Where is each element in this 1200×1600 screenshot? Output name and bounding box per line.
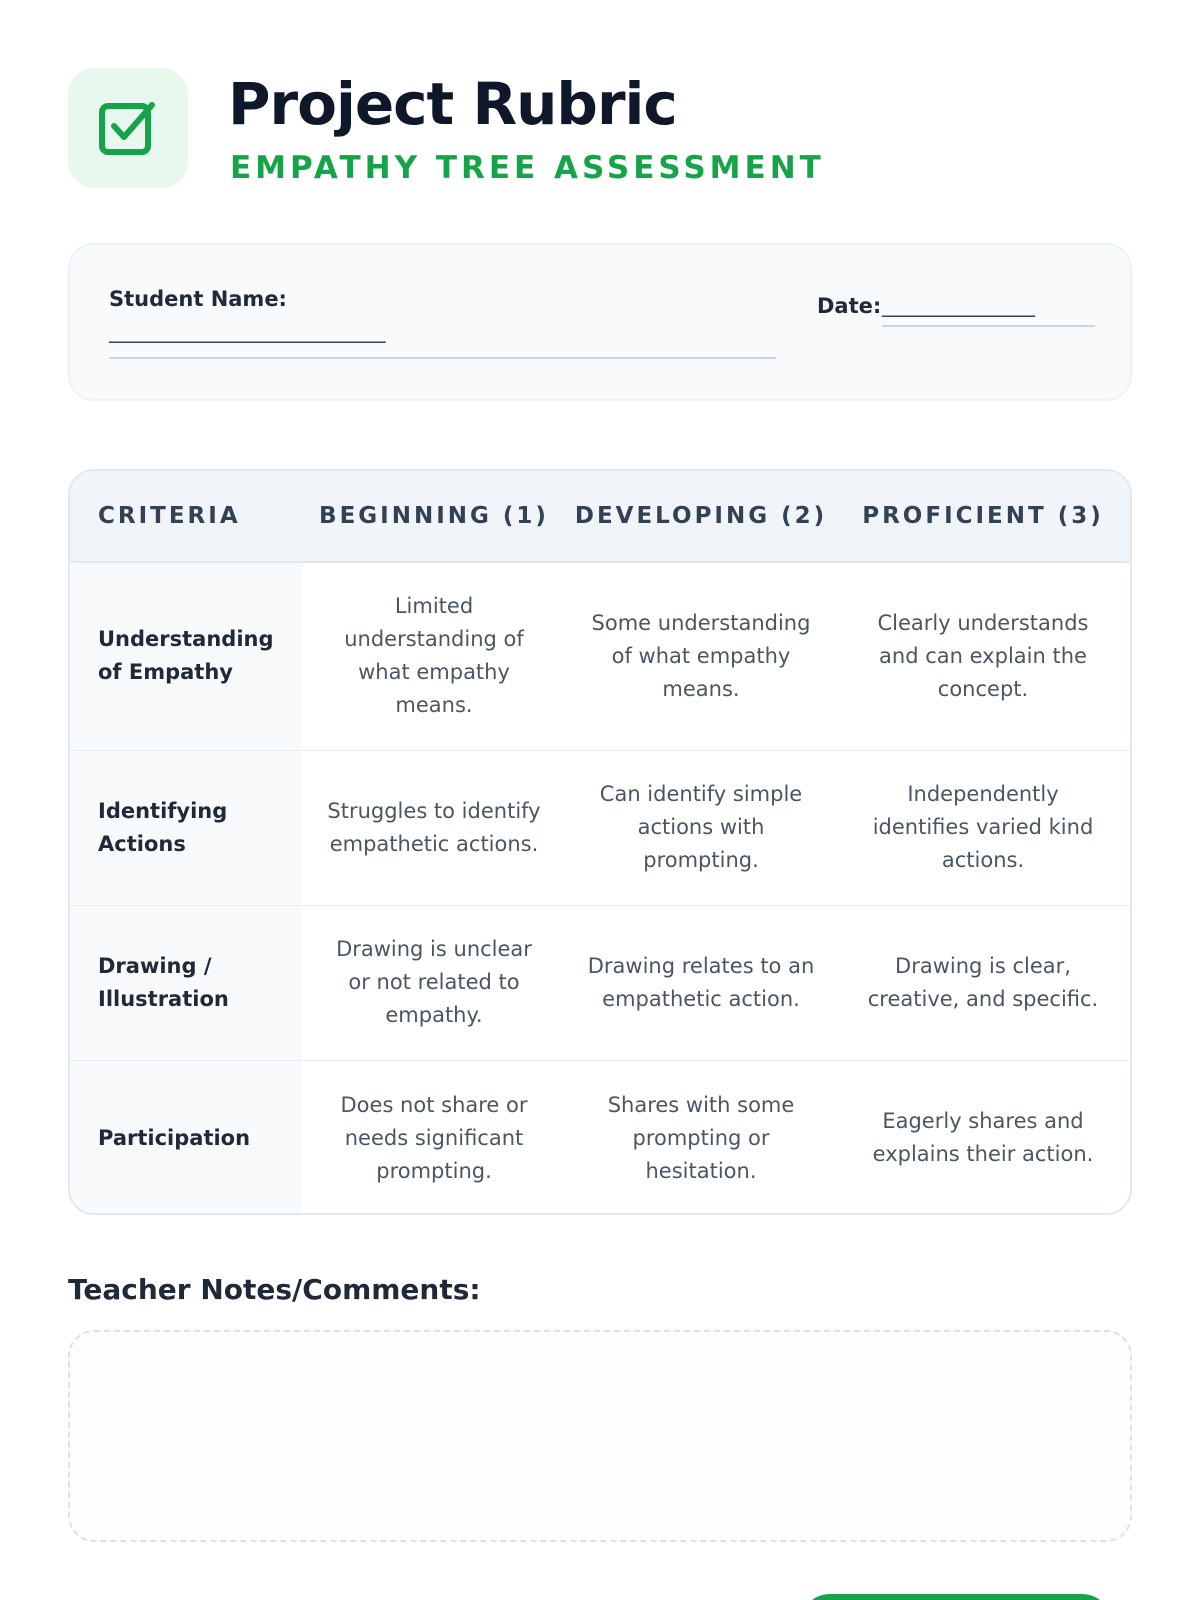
table-row bbox=[70, 1060, 1130, 1215]
proficient-cell: Drawing is clear, creative, and specific. bbox=[836, 905, 1130, 1060]
header-beginning: BEGINNING (1) bbox=[302, 471, 566, 562]
page-title: Project Rubric bbox=[228, 70, 677, 138]
logo-badge bbox=[68, 68, 188, 188]
criteria-cell: Participation bbox=[70, 1060, 302, 1215]
proficient-cell: Clearly understands and can explain the concept. bbox=[836, 562, 1130, 750]
student-info-card bbox=[68, 243, 1132, 401]
developing-cell: Shares with some prompting or hesitation. bbox=[607, 1092, 795, 1183]
rubric-table bbox=[68, 469, 1132, 1215]
criteria-cell: Understanding of Empathy bbox=[70, 562, 302, 750]
page-subtitle: EMPATHY TREE ASSESSMENT bbox=[230, 150, 825, 186]
criteria-cell: Drawing / Illustration bbox=[70, 905, 302, 1060]
teacher-notes-box[interactable] bbox=[68, 1330, 1132, 1542]
bottom-action-button[interactable] bbox=[800, 1594, 1112, 1600]
developing-cell: Some understanding of what empathy means. bbox=[566, 562, 836, 750]
student-name-blank[interactable]: _____________________________ bbox=[109, 319, 385, 343]
header-developing: DEVELOPING (2) bbox=[566, 471, 836, 562]
rubric-header-row bbox=[70, 471, 1130, 562]
table-row bbox=[70, 562, 1130, 750]
proficient-cell: Independently identifies varied kind actions. bbox=[836, 750, 1130, 905]
beginning-cell: Limited understanding of what empathy means. bbox=[302, 562, 566, 750]
developing-cell: Can identify simple actions with prompting. bbox=[566, 750, 836, 905]
header-criteria: CRITERIA bbox=[70, 471, 302, 562]
checkbox-check-icon bbox=[96, 96, 160, 160]
header-proficient: PROFICIENT (3) bbox=[836, 471, 1130, 562]
beginning-cell: Struggles to identify empathetic actions. bbox=[302, 750, 566, 905]
date-underline bbox=[882, 325, 1095, 327]
proficient-cell: Eagerly shares and explains their action. bbox=[872, 1109, 1094, 1167]
student-name-label: Student Name: bbox=[109, 287, 287, 311]
beginning-cell: Drawing is unclear or not related to empathy. bbox=[302, 905, 566, 1060]
developing-cell: Drawing relates to an empathetic action. bbox=[566, 905, 836, 1060]
page-header bbox=[68, 68, 1132, 192]
date-label: Date: bbox=[817, 294, 882, 318]
table-row bbox=[70, 750, 1130, 905]
beginning-cell: Does not share or needs significant prompting. bbox=[340, 1092, 528, 1183]
teacher-notes-label: Teacher Notes/Comments: bbox=[68, 1273, 481, 1306]
date-blank[interactable]: ________________ bbox=[882, 293, 1034, 317]
table-row bbox=[70, 905, 1130, 1060]
criteria-cell: Identifying Actions bbox=[70, 750, 302, 905]
student-name-underline bbox=[109, 357, 776, 359]
